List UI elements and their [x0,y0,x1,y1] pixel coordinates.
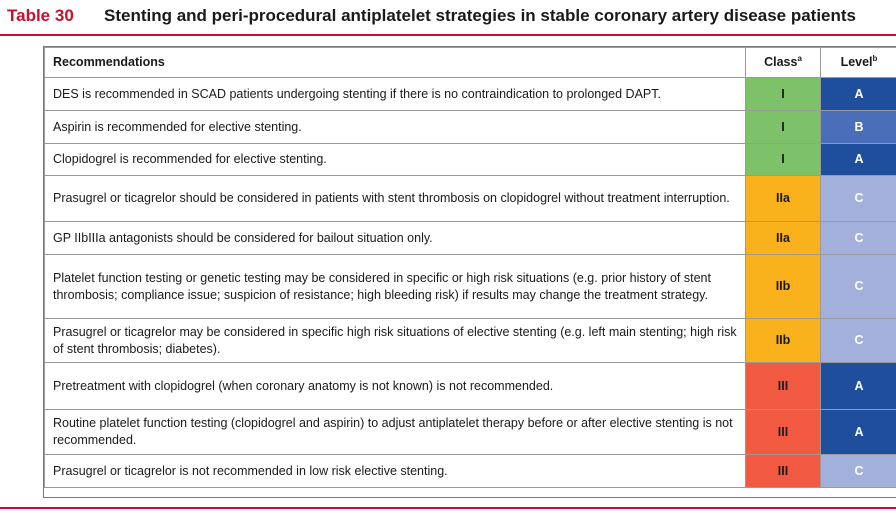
table-row [45,222,896,255]
class-cell: III [746,363,821,410]
header-class-footnote: a [797,54,802,63]
level-cell: A [821,410,896,455]
table-row [45,363,896,410]
header-recommendations: Recommendations [45,48,746,78]
recommendation-text: Prasugrel or ticagrelor may be considered in specific high risk situations of elective stenting (e.g. left main stenting; high risk of stent thrombosis; diabetes). [45,319,746,363]
level-cell: C [821,176,896,222]
header-class: Class$^a$ [746,48,821,78]
class-cell: IIb [746,255,821,319]
recommendation-text: Aspirin is recommended for elective stenting. [45,111,746,144]
level-cell: C [821,255,896,319]
table-number: Table 30 [7,6,74,25]
table-row [45,410,896,455]
class-cell: I [746,78,821,111]
class-cell: IIa [746,176,821,222]
class-cell: I [746,144,821,176]
recommendation-text: DES is recommended in SCAD patients undergoing stenting if there is no contraindication to prolonged DAPT. [45,78,746,111]
level-cell: C [821,222,896,255]
class-cell: IIa [746,222,821,255]
table-row [45,78,896,111]
recommendation-text: Routine platelet function testing (clopidogrel and aspirin) to adjust antiplatelet therapy before or after elective stenting is not recommended. [45,410,746,455]
header-level: Level$^b$ [821,48,896,78]
level-cell: A [821,363,896,410]
class-cell: III [746,410,821,455]
recommendations-table [44,47,896,488]
level-cell: A [821,78,896,111]
table-row [45,455,896,488]
table-row [45,176,896,222]
table-row [45,144,896,176]
header-level-footnote: b [872,54,878,63]
recommendation-text: GP IIbIIIa antagonists should be considered for bailout situation only. [45,222,746,255]
table-header-row [45,48,896,78]
recommendation-text: Prasugrel or ticagrelor should be considered in patients with stent thrombosis on clopidogrel without treatment interruption. [45,176,746,222]
recommendation-text: Prasugrel or ticagrelor is not recommended in low risk elective stenting. [45,455,746,488]
table-title: Stenting and peri-procedural antiplatelet strategies in stable coronary artery disease patients [104,6,857,25]
class-cell: IIb [746,319,821,363]
table-row [45,111,896,144]
table-title-bar [0,0,896,36]
class-cell: III [746,455,821,488]
level-cell: B [821,111,896,144]
table-row [45,319,896,363]
recommendation-text: Platelet function testing or genetic testing may be considered in specific or high risk situations (e.g. prior history of stent thrombosis; compliance issue; suspicion of resistance; high bleeding risk) if results may change the treatment strategy. [45,255,746,319]
recommendation-text: Pretreatment with clopidogrel (when coronary anatomy is not known) is not recommended. [45,363,746,410]
recommendation-text: Clopidogrel is recommended for elective stenting. [45,144,746,176]
recommendations-table-frame [43,46,896,498]
level-cell: C [821,455,896,488]
level-cell: C [821,319,896,363]
bottom-rule [0,507,896,509]
class-cell: I [746,111,821,144]
level-cell: A [821,144,896,176]
table-row [45,255,896,319]
